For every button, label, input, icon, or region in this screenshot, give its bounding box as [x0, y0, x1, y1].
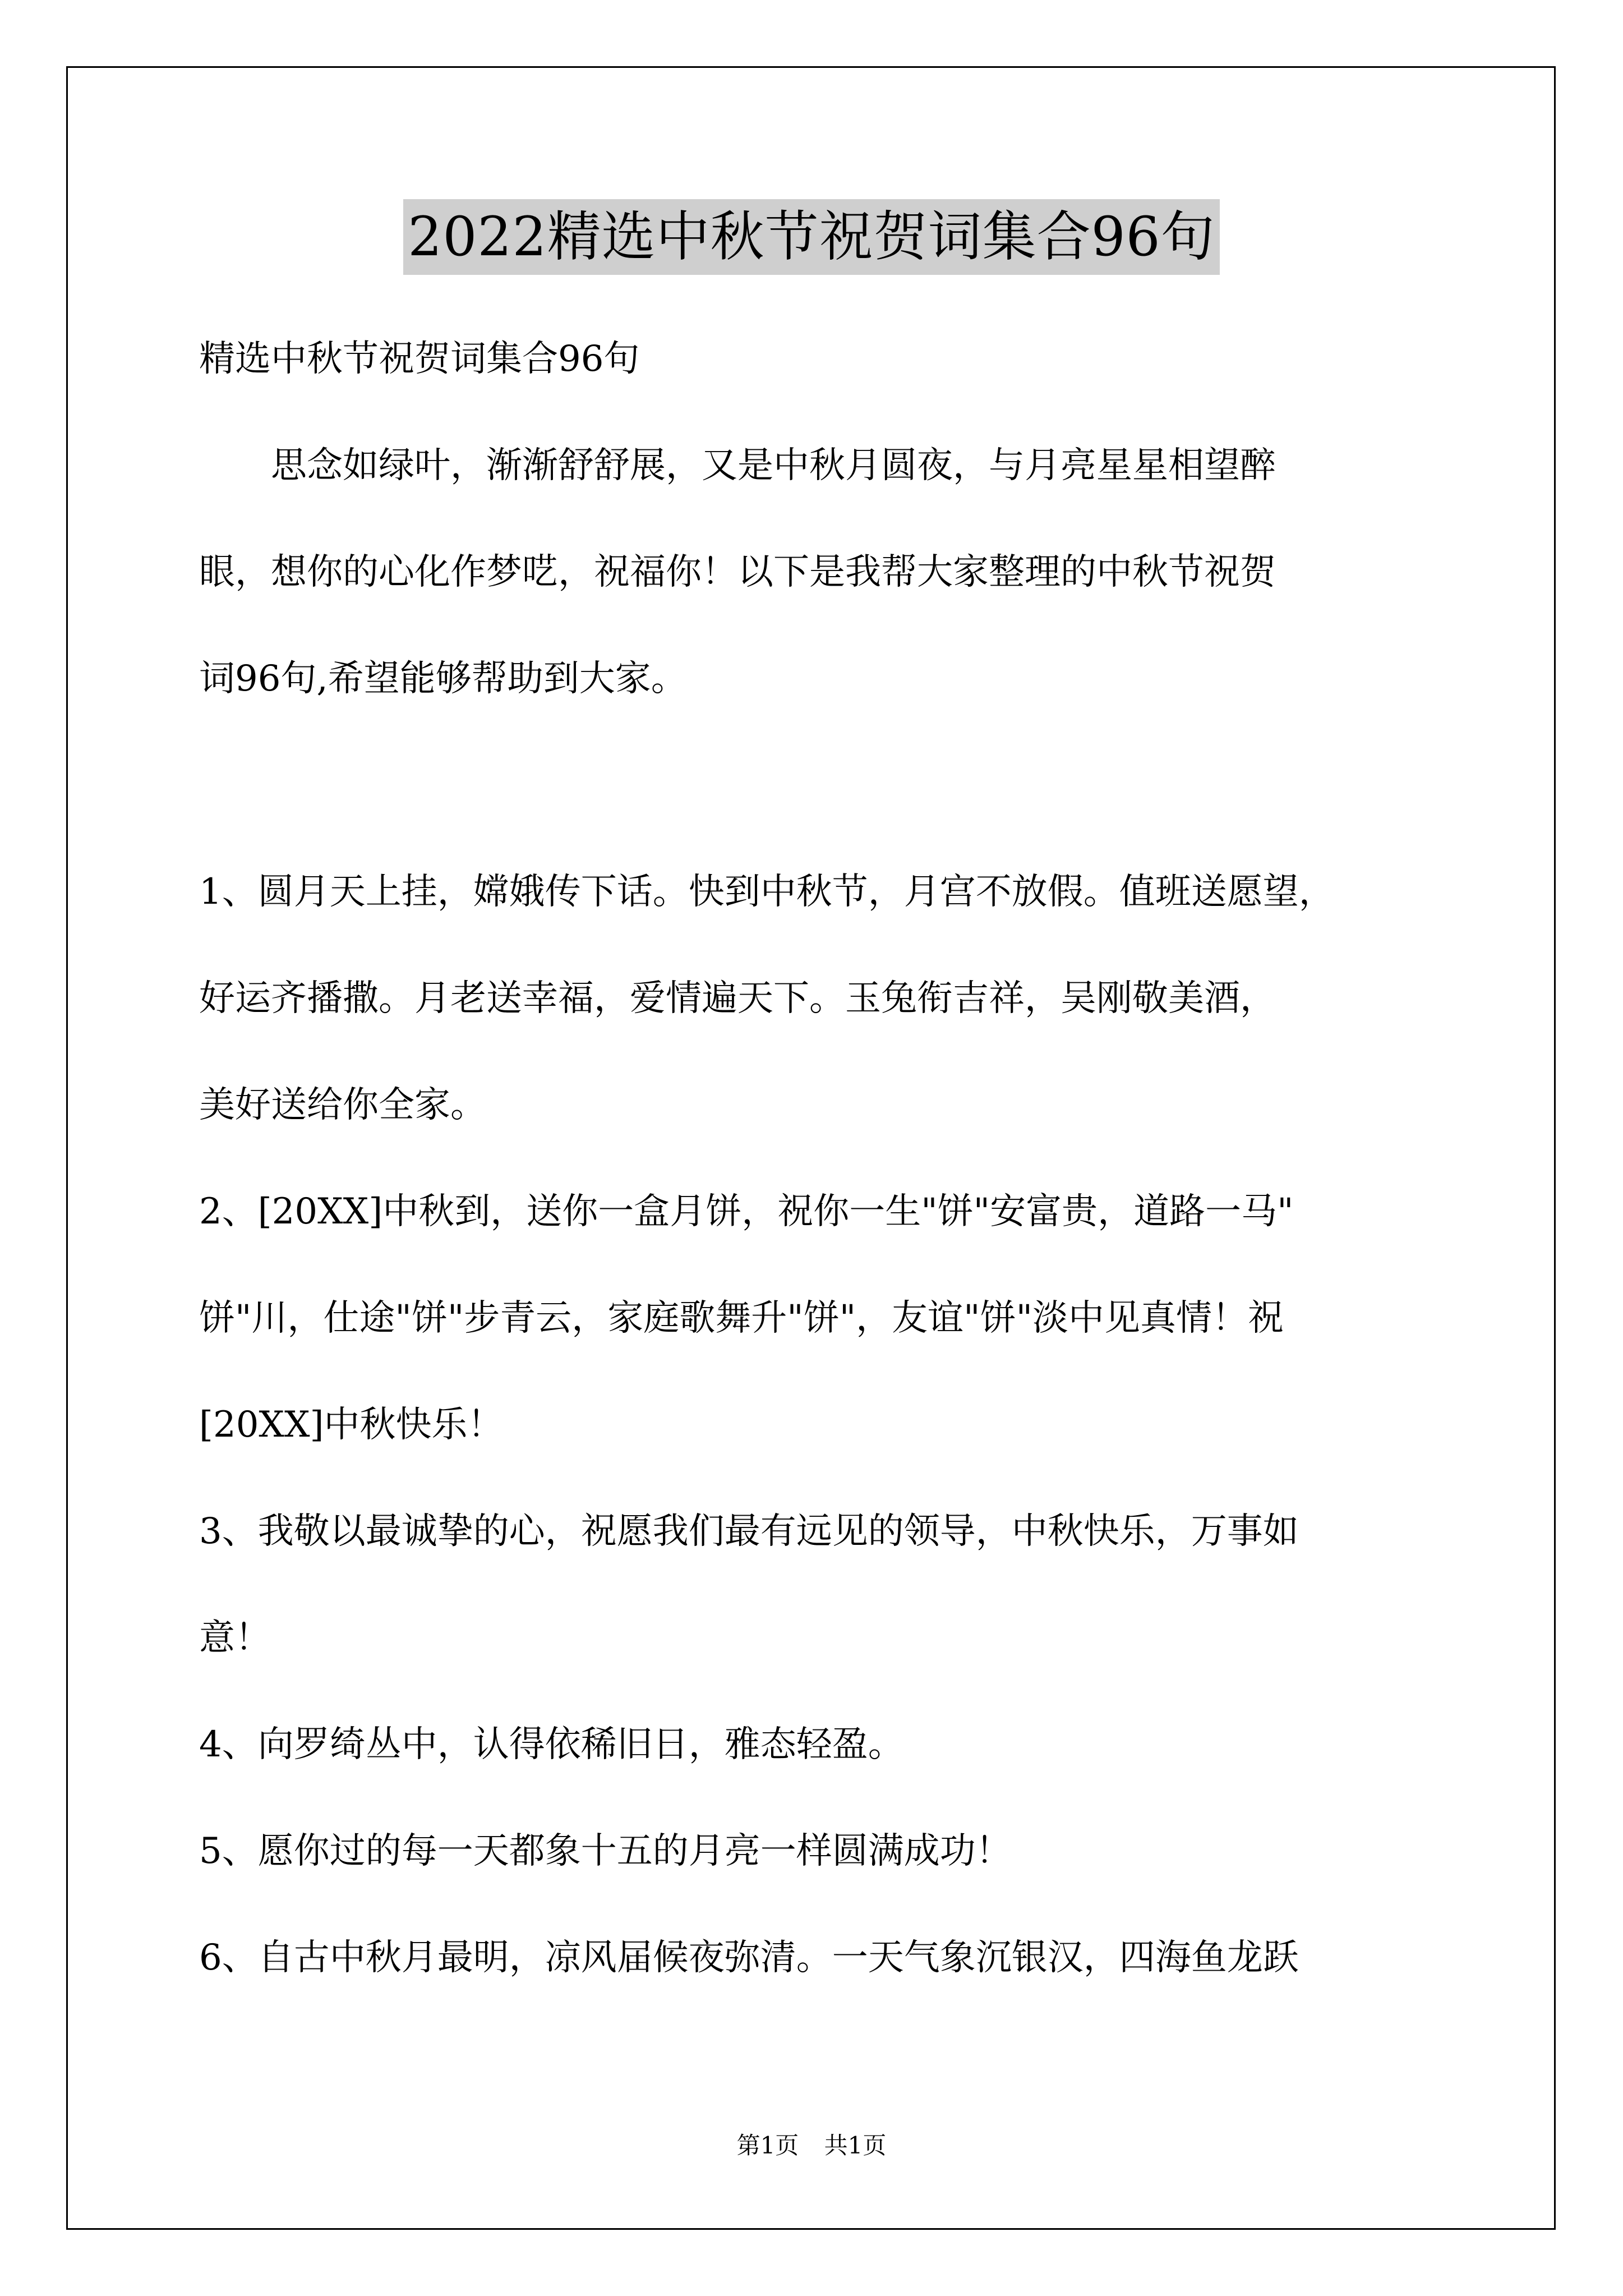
- subtitle: 精选中秋节祝贺词集合96句: [199, 338, 640, 380]
- item-line: 4、向罗绮丛中，认得依稀旧日，雅态轻盈。: [199, 1724, 904, 1765]
- page-total: 共1页: [824, 2132, 887, 2159]
- page-border: [66, 66, 1556, 2230]
- item-line: [20XX]中秋快乐！: [199, 1404, 504, 1446]
- intro-line: 眼，想你的心化作梦呓，祝福你！以下是我帮大家整理的中秋节祝贺: [199, 551, 1276, 593]
- page-footer: [0, 2129, 1623, 2162]
- page-number: 第1页: [736, 2132, 799, 2159]
- intro-line: 词96句,希望能够帮助到大家。: [199, 658, 687, 700]
- item-line: 2、[20XX]中秋到，送你一盒月饼，祝你一生"饼"安富贵，道路一马": [199, 1191, 1294, 1232]
- title-container: [0, 199, 1623, 275]
- item-line: 6、自古中秋月最明，凉风届候夜弥清。一天气象沉银汉，四海鱼龙跃: [199, 1937, 1299, 1978]
- item-line: 美好送给你全家。: [199, 1084, 486, 1126]
- item-line: 饼"川，仕途"饼"步青云，家庭歌舞升"饼"，友谊"饼"淡中见真情！祝: [199, 1297, 1284, 1339]
- item-line: 好运齐播撒。月老送幸福，爱情遍天下。玉兔衔吉祥，吴刚敬美酒，: [199, 978, 1276, 1019]
- item-line: 3、我敬以最诚挚的心，祝愿我们最有远见的领导，中秋快乐，万事如: [199, 1511, 1299, 1552]
- item-line: 5、愿你过的每一天都象十五的月亮一样圆满成功！: [199, 1830, 1012, 1872]
- item-line: 1、圆月天上挂，嫦娥传下话。快到中秋节，月宫不放假。值班送愿望，: [199, 871, 1335, 913]
- intro-line: 思念如绿叶，渐渐舒舒展，又是中秋月圆夜，与月亮星星相望醉: [199, 445, 1276, 486]
- item-line: 意！: [199, 1617, 271, 1659]
- page-title: 2022精选中秋节祝贺词集合96句: [403, 199, 1219, 275]
